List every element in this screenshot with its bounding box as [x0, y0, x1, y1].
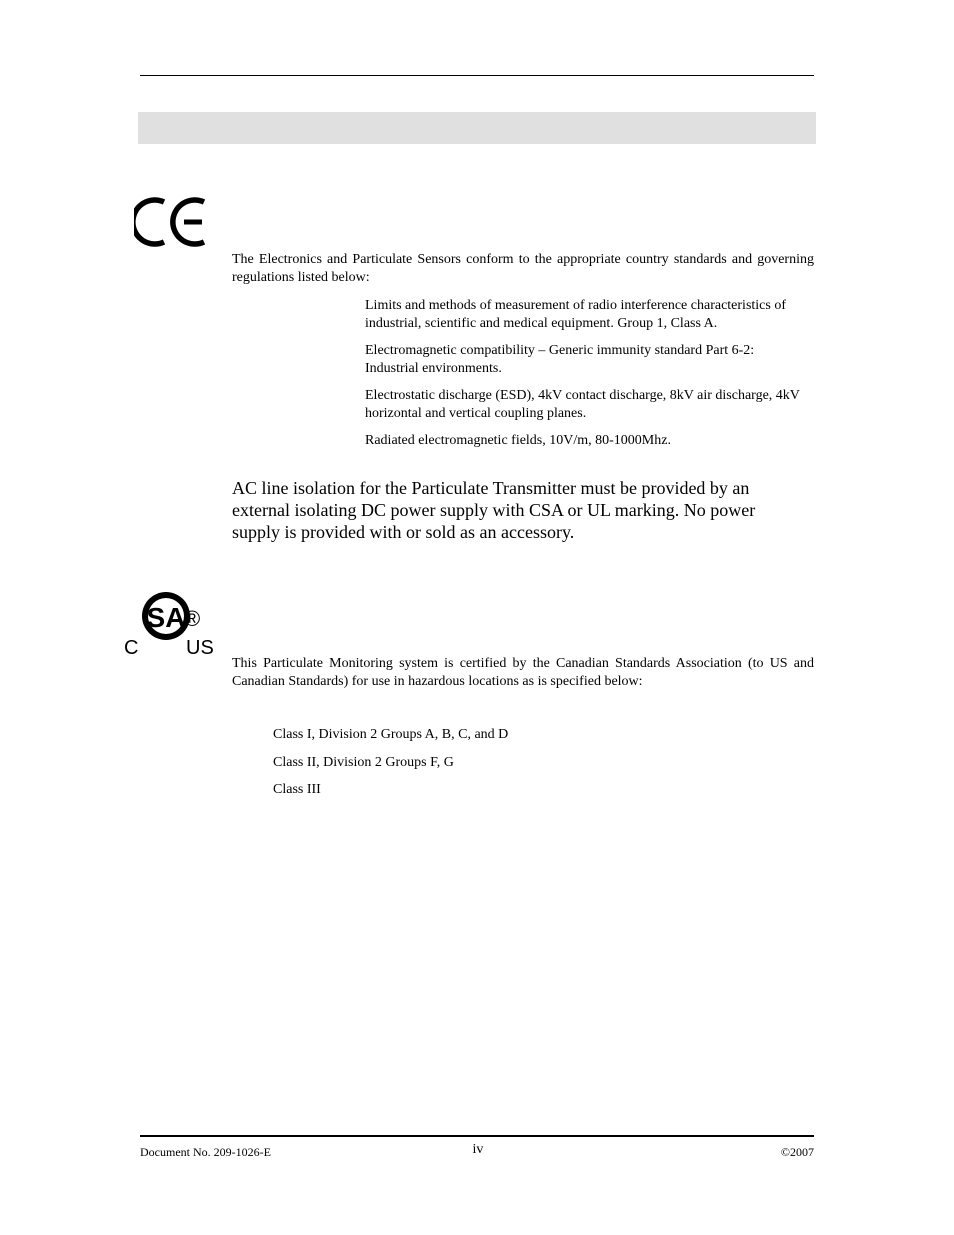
standard-item: Radiated electromagnetic fields, 10V/m, 80-1000Mhz.	[365, 433, 671, 448]
svg-text:SA: SA	[146, 602, 186, 633]
standards-list	[365, 297, 810, 459]
ce-intro-text: The Electronics and Particulate Sensors conform to the appropriate country standards and governing regulations listed below:	[232, 252, 814, 285]
header-rule	[140, 75, 814, 76]
csa-logo-us: US	[186, 637, 214, 658]
document-number: Document No. 209-1026-E	[140, 1145, 271, 1159]
standard-item: Electrostatic discharge (ESD), 4kV contact discharge, 8kV air discharge, 4kV horizontal and vertical coupling planes.	[365, 388, 800, 421]
csa-logo-c: C	[124, 637, 139, 658]
registered-mark: ®	[184, 606, 201, 631]
section-title-band	[138, 112, 816, 144]
copyright: ©2007	[780, 1145, 814, 1159]
hazard-class-item: Class I, Division 2 Groups A, B, C, and D	[273, 727, 509, 742]
footer-rule	[140, 1135, 814, 1137]
csa-intro-text: This Particulate Monitoring system is certified by the Canadian Standards Association (to US and Canadian Standards) for use in hazardous locations as is specified below:	[232, 656, 814, 689]
hazard-class-item: Class II, Division 2 Groups F, G	[273, 754, 454, 770]
hazard-class-list	[273, 726, 673, 809]
hazard-class-item: Class III	[273, 782, 321, 797]
csa-logo-icon	[122, 586, 218, 658]
isolation-note: AC line isolation for the Particulate Transmitter must be provided by an external isolating DC power supply with CSA or UL marking. No power supply is provided with or sold as an accessory.	[232, 478, 756, 542]
page-number: iv	[472, 1142, 484, 1157]
standard-item: Electromagnetic compatibility – Generic immunity standard Part 6-2: Industrial environments.	[365, 343, 755, 376]
standard-item: Limits and methods of measurement of radio interference characteristics of industrial, scientific and medical equipment. Group 1, Class A.	[365, 298, 786, 331]
ce-mark-icon	[134, 196, 208, 248]
